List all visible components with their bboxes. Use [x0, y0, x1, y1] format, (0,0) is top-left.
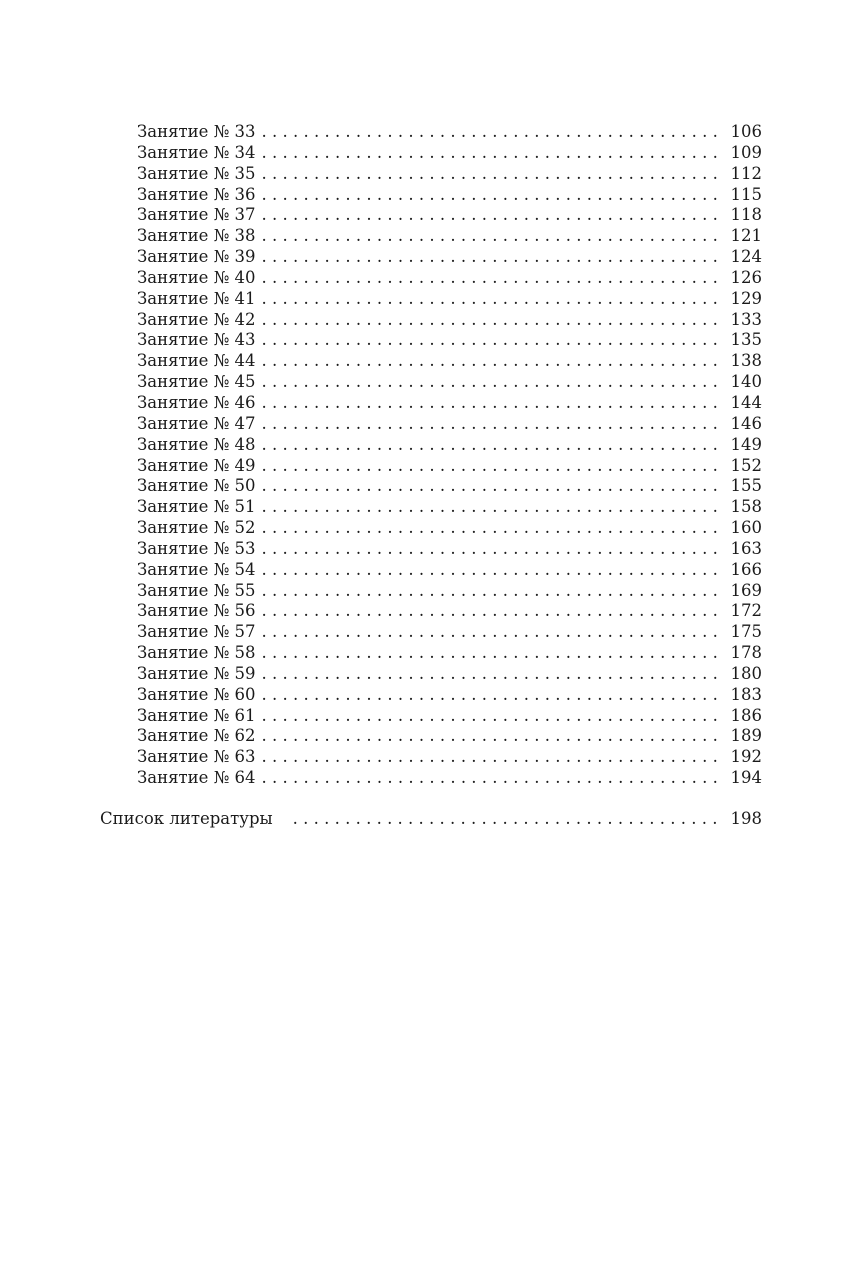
toc-entry-page: 149: [730, 434, 762, 454]
toc-entry-page: 121: [730, 226, 762, 246]
toc-entry-label: Занятие № 34: [137, 142, 256, 162]
toc-entry[interactable]: [100, 268, 762, 289]
toc-dot-leader: [262, 185, 722, 206]
toc-entry-page: 126: [730, 267, 762, 287]
toc-entry-label: Занятие № 39: [137, 247, 256, 267]
toc-entry-label: Занятие № 57: [137, 622, 256, 642]
toc-entry[interactable]: [100, 497, 762, 518]
toc-entry-label: Занятие № 37: [137, 205, 256, 225]
toc-entry-page: 135: [730, 330, 762, 350]
toc-entry-page: 109: [730, 142, 762, 162]
toc-entry-page: 146: [730, 413, 762, 433]
toc-entry[interactable]: [100, 226, 762, 247]
toc-entry[interactable]: [100, 122, 762, 143]
toc-entry[interactable]: [100, 143, 762, 164]
toc-dot-leader: [262, 289, 722, 310]
toc-entry-label: Занятие № 54: [137, 559, 256, 579]
toc-entry-label: Занятие № 62: [137, 726, 256, 746]
toc-entry-label: Занятие № 41: [137, 288, 256, 308]
toc-entry[interactable]: [100, 372, 762, 393]
toc-entry[interactable]: [100, 164, 762, 185]
toc-entry-page: 144: [730, 392, 762, 412]
toc-entry[interactable]: [100, 185, 762, 206]
toc-entry-label: Занятие № 52: [137, 518, 256, 538]
toc-entry-page: 133: [730, 309, 762, 329]
toc-dot-leader: [262, 330, 722, 351]
toc-entry-label: Занятие № 33: [137, 122, 256, 141]
toc-entry-label: Занятие № 59: [137, 663, 256, 683]
toc-entry-page: 166: [730, 559, 762, 579]
toc-dot-leader: [262, 393, 722, 414]
table-of-contents: [100, 122, 762, 830]
toc-entry[interactable]: [100, 414, 762, 435]
toc-entry-page: 112: [730, 163, 762, 183]
toc-entry[interactable]: [100, 768, 762, 789]
toc-dot-leader: [262, 643, 722, 664]
toc-entry-page: 115: [730, 184, 762, 204]
toc-section-gap: [100, 789, 762, 809]
toc-entry-label: Занятие № 64: [137, 768, 256, 788]
toc-dot-leader: [262, 372, 722, 393]
toc-entry-label: Занятие № 61: [137, 705, 256, 725]
toc-dot-leader: [262, 518, 722, 539]
toc-entry-label: Занятие № 50: [137, 476, 256, 496]
toc-entry[interactable]: [100, 289, 762, 310]
toc-entry[interactable]: [100, 205, 762, 226]
toc-entry[interactable]: [100, 643, 762, 664]
toc-entry-label: Занятие № 42: [137, 309, 256, 329]
toc-entry-page: 183: [730, 684, 762, 704]
toc-dot-leader: [262, 435, 722, 456]
toc-entry-page: 129: [730, 288, 762, 308]
toc-dot-leader: [262, 726, 722, 747]
toc-entry-label: Занятие № 43: [137, 330, 256, 350]
toc-entry-page: 163: [730, 538, 762, 558]
toc-entry-page: 180: [730, 663, 762, 683]
toc-entry[interactable]: [100, 476, 762, 497]
toc-dot-leader: [262, 226, 722, 247]
toc-entry[interactable]: [100, 539, 762, 560]
toc-entry[interactable]: [100, 664, 762, 685]
toc-entry[interactable]: [100, 685, 762, 706]
toc-dot-leader: [262, 664, 722, 685]
toc-entry-label: Занятие № 48: [137, 434, 256, 454]
toc-dot-leader: [262, 581, 722, 602]
toc-entry-label: Занятие № 44: [137, 351, 256, 371]
toc-entry[interactable]: [100, 601, 762, 622]
toc-entry[interactable]: [100, 330, 762, 351]
toc-entry[interactable]: [100, 726, 762, 747]
toc-entry-label: Занятие № 35: [137, 163, 256, 183]
toc-entry-page: 140: [730, 372, 762, 392]
toc-entry-page: 152: [730, 455, 762, 475]
toc-entry-references[interactable]: [100, 809, 762, 830]
toc-entry-page: 158: [730, 497, 762, 517]
toc-entry-page: 175: [730, 622, 762, 642]
toc-entry[interactable]: [100, 560, 762, 581]
toc-entry-label: Занятие № 63: [137, 747, 256, 767]
toc-entry[interactable]: [100, 393, 762, 414]
toc-entry-page: 189: [730, 726, 762, 746]
toc-entries-list: [100, 122, 762, 789]
toc-dot-leader: [262, 622, 722, 643]
toc-entry[interactable]: [100, 518, 762, 539]
toc-entry-page: 124: [730, 247, 762, 267]
toc-dot-leader: [262, 768, 722, 789]
toc-dot-leader: [262, 268, 722, 289]
toc-entry-label: Занятие № 36: [137, 184, 256, 204]
toc-entry-label: Занятие № 55: [137, 580, 256, 600]
toc-dot-leader: [262, 706, 722, 727]
toc-dot-leader: [262, 247, 722, 268]
toc-entry-label: Занятие № 47: [137, 413, 256, 433]
toc-entry-label: Занятие № 38: [137, 226, 256, 246]
toc-entry-label: Занятие № 49: [137, 455, 256, 475]
toc-dot-leader: [262, 456, 722, 477]
toc-entry[interactable]: [100, 622, 762, 643]
references-label: Список литературы: [100, 809, 273, 828]
toc-dot-leader: [262, 143, 722, 164]
toc-entry-label: Занятие № 56: [137, 601, 256, 621]
toc-entry[interactable]: [100, 747, 762, 768]
toc-entry-page: 155: [730, 476, 762, 496]
toc-entry[interactable]: [100, 435, 762, 456]
toc-dot-leader: [262, 747, 722, 768]
toc-entry-label: Занятие № 53: [137, 538, 256, 558]
toc-entry-label: Занятие № 46: [137, 392, 256, 412]
toc-dot-leader: [262, 497, 722, 518]
toc-entry-label: Занятие № 40: [137, 267, 256, 287]
toc-entry-page: 118: [730, 205, 762, 225]
toc-entry[interactable]: [100, 456, 762, 477]
toc-dot-leader: [262, 601, 722, 622]
toc-entry-page: 192: [730, 747, 762, 767]
toc-entry-label: Занятие № 45: [137, 372, 256, 392]
toc-entry-page: 186: [730, 705, 762, 725]
toc-dot-leader: [262, 205, 722, 226]
toc-dot-leader: [262, 351, 722, 372]
toc-entry[interactable]: [100, 247, 762, 268]
toc-entry-page: 169: [730, 580, 762, 600]
toc-entry[interactable]: [100, 581, 762, 602]
toc-dot-leader: [262, 164, 722, 185]
references-page: 198: [730, 809, 762, 828]
toc-dot-leader: [262, 539, 722, 560]
toc-entry-label: Занятие № 51: [137, 497, 256, 517]
toc-dot-leader: [262, 310, 722, 331]
toc-dot-leader: [262, 476, 722, 497]
toc-dot-leader: [262, 122, 722, 143]
toc-entry-page: 194: [730, 768, 762, 788]
toc-entry-page: 178: [730, 643, 762, 663]
toc-entry-page: 138: [730, 351, 762, 371]
toc-entry-label: Занятие № 58: [137, 643, 256, 663]
toc-dot-leader: [262, 685, 722, 706]
toc-dot-leader: [262, 560, 722, 581]
toc-entry[interactable]: [100, 351, 762, 372]
toc-dot-leader: [262, 414, 722, 435]
toc-entry[interactable]: [100, 706, 762, 727]
toc-entry-page: 106: [730, 122, 762, 141]
toc-entry[interactable]: [100, 310, 762, 331]
toc-dot-leader: [293, 809, 722, 830]
toc-entry-page: 160: [730, 518, 762, 538]
toc-entry-label: Занятие № 60: [137, 684, 256, 704]
toc-entry-page: 172: [730, 601, 762, 621]
